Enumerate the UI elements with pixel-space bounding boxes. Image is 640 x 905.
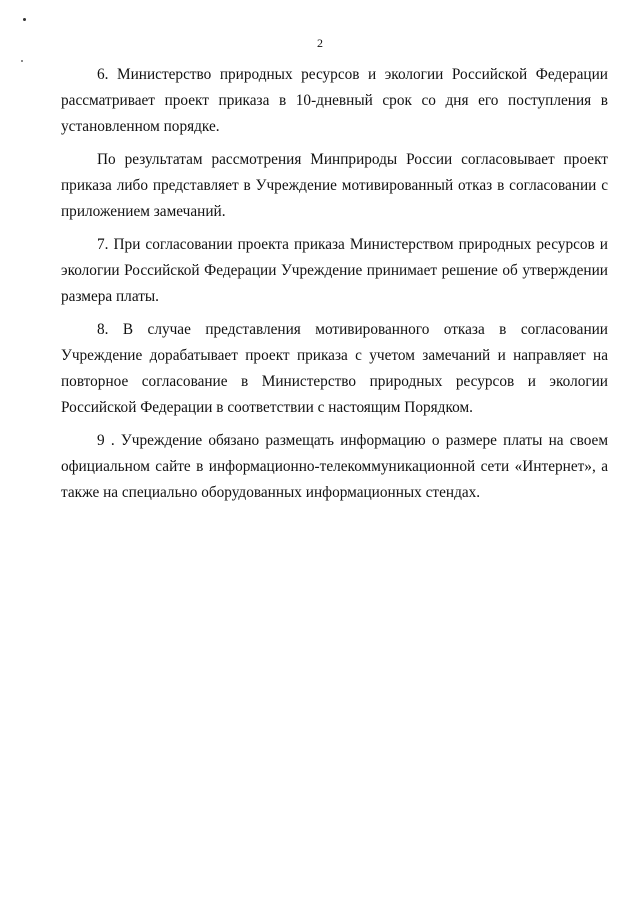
paragraph-item-6: 6. Министерство природных ресурсов и экологии Российской Федерации рассматривает проект приказа в 10-дневный срок со дня его поступления в установленном порядке. xyxy=(61,66,608,135)
document-body xyxy=(61,62,608,513)
paragraph-minprirody-review: По результатам рассмотрения Минприроды России согласовывает проект приказа либо представляет в Учреждение мотивированный отказ в согласовании с приложением замечаний. xyxy=(61,151,608,220)
paragraph-item-8: 8. В случае представления мотивированного отказа в согласовании Учреждение дорабатывает проект приказа с учетом замечаний и направляет на повторное согласование в Министерство природных ресурсов и экологии Российской Федерации в соответствии с настоящим Порядком. xyxy=(61,321,608,416)
scan-speck xyxy=(23,18,26,21)
page-number: 2 xyxy=(317,36,323,50)
paragraph-item-9: 9 . Учреждение обязано размещать информацию о размере платы на своем официальном сайте в информационно-телекоммуникационной сети «Интернет», а также на специально оборудованных информационных стендах. xyxy=(61,432,608,501)
paragraph-item-7: 7. При согласовании проекта приказа Министерством природных ресурсов и экологии Российской Федерации Учреждение принимает решение об утверждении размера платы. xyxy=(61,236,608,305)
scan-speck xyxy=(21,60,23,62)
